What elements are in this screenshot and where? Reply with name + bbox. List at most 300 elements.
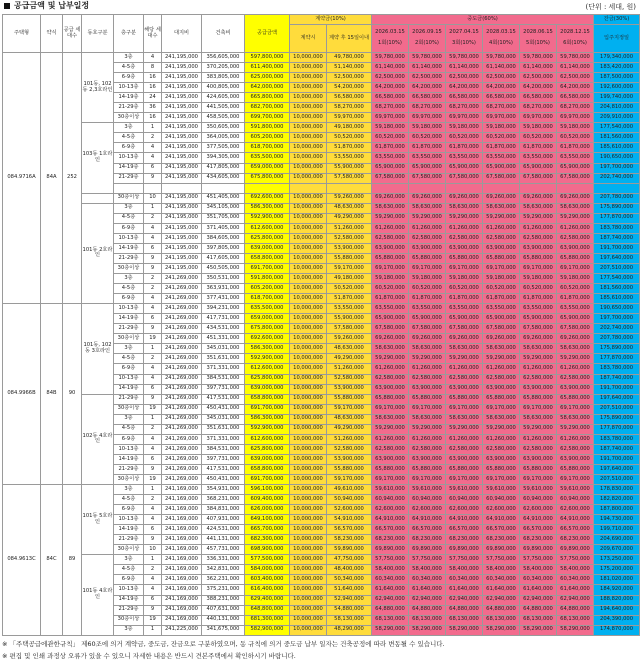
table-cell: 241,195,000	[162, 123, 202, 133]
table-cell: 59,290,000	[372, 424, 409, 434]
table-cell: 10,000,000	[290, 133, 327, 143]
table-cell: 10,000,000	[290, 505, 327, 515]
table-cell: 190,650,000	[594, 304, 640, 314]
table-cell: 63,550,000	[520, 304, 557, 314]
table-cell: 618,700,000	[245, 143, 290, 153]
table-cell: 60,520,000	[409, 284, 446, 294]
table-cell: 19	[144, 404, 162, 414]
table-cell: 10,000,000	[290, 555, 327, 565]
table-cell: 177,540,000	[594, 274, 640, 284]
table-cell: 59,170,000	[327, 404, 372, 414]
table-cell: 188,820,000	[594, 595, 640, 605]
table-cell: 62,600,000	[520, 505, 557, 515]
table-cell: 241,169,000	[162, 545, 202, 555]
table-cell: 10,000,000	[290, 63, 327, 73]
table-cell: 67,580,000	[372, 324, 409, 334]
table-cell: 190,650,000	[594, 153, 640, 163]
table-cell: 187,740,000	[594, 233, 640, 243]
table-cell: 625,800,000	[245, 233, 290, 243]
table-cell: 63,900,000	[446, 454, 483, 464]
table-cell: 65,880,000	[409, 464, 446, 474]
table-cell: 62,580,000	[557, 374, 594, 384]
table-cell: 605,200,000	[245, 133, 290, 143]
table-cell: 2	[144, 495, 162, 505]
table-cell: 69,170,000	[557, 263, 594, 273]
table-cell: 4	[144, 153, 162, 163]
col-header-mid-installment: 2028.03.15 4회(10%)	[483, 25, 520, 53]
table-cell: 63,550,000	[446, 153, 483, 163]
table-cell: 50,340,000	[327, 575, 372, 585]
table-cell: 10,000,000	[290, 595, 327, 605]
table-cell: 64,880,000	[446, 605, 483, 615]
table-cell: 58,630,000	[483, 414, 520, 424]
table-cell: 1	[144, 203, 162, 213]
table-cell: 61,870,000	[557, 143, 594, 153]
table-cell: 68,230,000	[409, 535, 446, 545]
table-cell: 3층	[114, 123, 144, 133]
table-cell: 53,900,000	[327, 384, 372, 394]
table-cell: 61,640,000	[483, 585, 520, 595]
table-cell: 10,000,000	[290, 314, 327, 324]
table-cell: 241,269,000	[162, 374, 202, 384]
table-cell: 58,630,000	[372, 344, 409, 354]
table-cell: 69,170,000	[446, 474, 483, 484]
table-cell: 63,550,000	[557, 153, 594, 163]
table-cell: 1	[144, 625, 162, 635]
table-cell: 616,400,000	[245, 585, 290, 595]
table-cell: 241,195,000	[162, 233, 202, 243]
table-cell: 63,900,000	[372, 454, 409, 464]
table-cell: 10-13층	[114, 374, 144, 384]
table-cell: 691,700,000	[245, 404, 290, 414]
table-cell: 66,580,000	[446, 93, 483, 103]
table-cell: 63,900,000	[372, 384, 409, 394]
table-cell: 30층이상	[114, 545, 144, 555]
table-cell: 629,400,000	[245, 595, 290, 605]
table-cell: 10,000,000	[290, 364, 327, 374]
table-cell: 61,870,000	[372, 294, 409, 304]
table-cell: 61,260,000	[409, 223, 446, 233]
table-cell: 10,000,000	[290, 253, 327, 263]
table-cell: 6	[144, 314, 162, 324]
table-cell: 10,000,000	[290, 525, 327, 535]
table-cell: 59,780,000	[520, 53, 557, 63]
table-cell: 177,870,000	[594, 213, 640, 223]
table-cell: 64,880,000	[483, 605, 520, 615]
table-cell: 51,260,000	[327, 364, 372, 374]
table-cell: 69,170,000	[520, 474, 557, 484]
table-cell: 181,560,000	[594, 284, 640, 294]
table-cell: 10,000,000	[290, 535, 327, 545]
table-cell: 61,260,000	[520, 364, 557, 374]
table-cell: 241,195,000	[162, 243, 202, 253]
table-cell: 192,600,000	[594, 83, 640, 93]
table-cell: 57,750,000	[520, 555, 557, 565]
table-cell: 183,420,000	[594, 63, 640, 73]
table-cell: 67,580,000	[557, 173, 594, 183]
table-cell: 21-29층	[114, 535, 144, 545]
table-cell: 241,269,000	[162, 434, 202, 444]
col-header-mid-installment: 2026.03.15 1회(10%)	[372, 25, 409, 53]
table-cell: 62,580,000	[520, 444, 557, 454]
table-cell: 65,880,000	[446, 394, 483, 404]
col-header-contract-sub1: 계약시	[290, 25, 327, 53]
table-cell: 59,970,000	[327, 113, 372, 123]
table-cell: 58,290,000	[372, 625, 409, 635]
table-cell: 57,750,000	[446, 555, 483, 565]
table-cell: 69,260,000	[372, 334, 409, 344]
table-cell: 6-9층	[114, 505, 144, 515]
table-cell: 62,600,000	[483, 505, 520, 515]
table-cell: 2	[144, 284, 162, 294]
table-cell: 577,500,000	[245, 555, 290, 565]
table-cell: 417,731,000	[202, 314, 245, 324]
table-cell: 625,800,000	[245, 444, 290, 454]
table-cell: 61,140,000	[520, 63, 557, 73]
table-cell: 6	[144, 243, 162, 253]
table-cell: 178,830,000	[594, 485, 640, 495]
group-supply-units-cell: 252	[63, 53, 82, 304]
table-cell: 58,630,000	[446, 203, 483, 213]
col-header-type: 주택형	[3, 15, 41, 53]
table-cell: 56,570,000	[327, 525, 372, 535]
group-type-cell: 084.9613C	[3, 485, 41, 636]
table-cell: 6	[144, 525, 162, 535]
table-cell: 65,880,000	[557, 253, 594, 263]
table-cell: 48,290,000	[327, 625, 372, 635]
table-cell: 191,700,000	[594, 454, 640, 464]
table-cell: 665,700,000	[245, 525, 290, 535]
col-header-building: 건축비	[202, 15, 245, 53]
table-cell: 10,000,000	[290, 304, 327, 314]
table-cell: 62,600,000	[409, 505, 446, 515]
table-cell: 60,520,000	[520, 133, 557, 143]
col-header-dong: 동호구분	[82, 15, 114, 53]
table-cell: 241,195,000	[162, 263, 202, 273]
table-cell: 61,870,000	[409, 294, 446, 304]
table-cell: 354,931,000	[202, 485, 245, 495]
table-cell: 69,970,000	[520, 113, 557, 123]
table-cell: 194,640,000	[594, 605, 640, 615]
table-cell: 9	[144, 263, 162, 273]
table-cell: 68,270,000	[409, 103, 446, 113]
table-cell: 60,520,000	[483, 133, 520, 143]
table-cell: 241,195,000	[162, 103, 202, 113]
table-cell: 63,900,000	[557, 454, 594, 464]
table-cell: 59,290,000	[446, 424, 483, 434]
table-cell: 241,195,000	[162, 53, 202, 63]
table-cell: 58,630,000	[446, 344, 483, 354]
table-cell: 62,580,000	[483, 444, 520, 454]
table-cell: 241,195,000	[162, 203, 202, 213]
table-cell: 58,630,000	[483, 203, 520, 213]
table-cell: 61,870,000	[409, 143, 446, 153]
table-cell: 207,510,000	[594, 474, 640, 484]
table-cell: 603,400,000	[245, 575, 290, 585]
table-cell: 69,260,000	[409, 334, 446, 344]
table-cell: 591,800,000	[245, 123, 290, 133]
table-cell: 62,940,000	[446, 595, 483, 605]
table-cell: 63,900,000	[557, 243, 594, 253]
table-cell: 62,600,000	[557, 505, 594, 515]
table-cell: 64,910,000	[372, 515, 409, 525]
table-cell: 14-19층	[114, 243, 144, 253]
table-cell: 61,140,000	[446, 63, 483, 73]
table-cell: 68,130,000	[520, 615, 557, 625]
table-cell: 58,630,000	[520, 203, 557, 213]
table-cell: 3층	[114, 555, 144, 565]
table-cell: 177,870,000	[594, 424, 640, 434]
table-cell: 66,570,000	[409, 525, 446, 535]
table-cell: 4-5층	[114, 213, 144, 223]
table-cell	[327, 183, 372, 193]
table-cell: 61,140,000	[483, 63, 520, 73]
table-cell: 204,690,000	[594, 535, 640, 545]
table-cell: 65,880,000	[409, 253, 446, 263]
table-cell: 62,500,000	[446, 73, 483, 83]
table-cell: 407,931,000	[202, 515, 245, 525]
col-header-units: 해당 세대수	[144, 15, 162, 53]
table-cell: 371,405,000	[202, 223, 245, 233]
table-cell: 69,170,000	[557, 404, 594, 414]
table-cell: 57,750,000	[557, 555, 594, 565]
table-cell: 2	[144, 565, 162, 575]
dong-group-cell: 102동 4호라인	[82, 394, 114, 484]
table-cell: 692,600,000	[245, 193, 290, 203]
table-cell: 14-19층	[114, 163, 144, 173]
table-cell: 394,305,000	[202, 153, 245, 163]
table-row	[3, 304, 640, 314]
table-cell: 612,600,000	[245, 364, 290, 374]
table-cell: 10-13층	[114, 233, 144, 243]
table-cell: 241,269,000	[162, 354, 202, 364]
table-cell: 241,195,000	[162, 73, 202, 83]
table-cell: 6	[144, 595, 162, 605]
table-cell: 8	[144, 63, 162, 73]
table-cell: 10,000,000	[290, 545, 327, 555]
table-cell: 67,580,000	[520, 173, 557, 183]
table-cell: 48,630,000	[327, 203, 372, 213]
table-cell: 699,700,000	[245, 113, 290, 123]
table-cell: 62,500,000	[520, 73, 557, 83]
table-cell: 69,170,000	[520, 404, 557, 414]
table-cell: 9	[144, 535, 162, 545]
table-cell: 10,000,000	[290, 444, 327, 454]
table-cell: 64,200,000	[446, 83, 483, 93]
table-cell: 69,170,000	[372, 263, 409, 273]
table-cell: 681,300,000	[245, 615, 290, 625]
table-cell: 60,520,000	[372, 133, 409, 143]
table-cell: 64,880,000	[372, 605, 409, 615]
table-cell: 59,180,000	[483, 274, 520, 284]
table-cell: 61,260,000	[483, 364, 520, 374]
table-cell: 59,180,000	[483, 123, 520, 133]
table-cell: 3층	[114, 485, 144, 495]
table-cell: 65,900,000	[520, 314, 557, 324]
table-cell: 397,731,000	[202, 384, 245, 394]
table-cell: 62,580,000	[520, 233, 557, 243]
table-cell: 19	[144, 615, 162, 625]
table-cell: 4	[144, 53, 162, 63]
table-cell: 14-19층	[114, 314, 144, 324]
table-cell: 61,640,000	[520, 585, 557, 595]
table-cell: 59,290,000	[557, 354, 594, 364]
table-cell: 177,870,000	[594, 354, 640, 364]
table-cell: 183,780,000	[594, 364, 640, 374]
col-header-supply: 공급금액	[245, 15, 290, 53]
table-row	[3, 193, 640, 203]
col-header-land: 대지비	[162, 15, 202, 53]
table-cell: 62,580,000	[409, 444, 446, 454]
table-cell: 362,231,000	[202, 575, 245, 585]
table-cell: 67,580,000	[483, 324, 520, 334]
table-cell: 59,180,000	[557, 274, 594, 284]
footnote: ※ 「주택공급에관한규칙」 제60조에 의거 계약금, 중도금, 잔금으로 구분하였으며, 동 규칙에 의거 중도금 납부 일자는 건축공정에 따라 변동될 수 있습니다.	[2, 640, 445, 648]
table-cell: 67,580,000	[409, 173, 446, 183]
dong-group-cell: 103동 1호라인	[82, 123, 114, 193]
table-cell: 65,900,000	[557, 163, 594, 173]
table-cell: 4	[144, 434, 162, 444]
table-cell: 241,169,000	[162, 595, 202, 605]
table-cell: 197,640,000	[594, 253, 640, 263]
table-cell: 62,940,000	[520, 595, 557, 605]
table-cell: 62,580,000	[446, 444, 483, 454]
table-cell: 60,940,000	[483, 495, 520, 505]
table-cell: 10,000,000	[290, 143, 327, 153]
table-cell: 60,940,000	[372, 495, 409, 505]
table-cell: 65,880,000	[483, 253, 520, 263]
table-cell: 60,520,000	[409, 133, 446, 143]
table-cell: 207,780,000	[594, 193, 640, 203]
table-cell: 59,780,000	[483, 53, 520, 63]
table-cell: 61,260,000	[483, 223, 520, 233]
table-cell: 60,520,000	[557, 133, 594, 143]
table-cell: 10,000,000	[290, 575, 327, 585]
table-cell: 58,270,000	[327, 103, 372, 113]
table-cell: 58,630,000	[372, 414, 409, 424]
table-cell: 691,700,000	[245, 474, 290, 484]
table-cell: 417,605,000	[202, 253, 245, 263]
table-cell: 691,700,000	[245, 263, 290, 273]
table-cell: 63,900,000	[446, 384, 483, 394]
table-cell: 4	[144, 505, 162, 515]
table-cell: 345,031,000	[202, 414, 245, 424]
table-cell: 184,920,000	[594, 585, 640, 595]
table-cell: 183,780,000	[594, 223, 640, 233]
table-cell: 10,000,000	[290, 53, 327, 63]
table-cell: 58,400,000	[446, 565, 483, 575]
table-cell: 61,640,000	[409, 585, 446, 595]
table-cell: 241,269,000	[162, 394, 202, 404]
table-cell: 60,340,000	[409, 575, 446, 585]
table-cell: 62,580,000	[372, 374, 409, 384]
table-cell: 417,531,000	[202, 394, 245, 404]
table-cell: 241,195,000	[162, 133, 202, 143]
table-cell: 457,731,000	[202, 545, 245, 555]
table-cell: 65,900,000	[520, 163, 557, 173]
table-cell: 58,290,000	[557, 625, 594, 635]
table-cell: 241,269,000	[162, 274, 202, 284]
table-cell: 58,130,000	[327, 615, 372, 625]
table-cell: 65,900,000	[483, 314, 520, 324]
table-cell: 241,225,000	[162, 625, 202, 635]
table-cell: 10,000,000	[290, 434, 327, 444]
table-cell: 66,570,000	[446, 525, 483, 535]
table-cell: 10	[144, 193, 162, 203]
table-cell: 458,505,000	[202, 113, 245, 123]
table-cell: 350,531,000	[202, 274, 245, 284]
table-cell: 2	[144, 424, 162, 434]
table-cell: 665,800,000	[245, 93, 290, 103]
table-cell: 69,170,000	[446, 404, 483, 414]
group-abbr-cell: 84B	[41, 304, 63, 485]
table-cell: 68,130,000	[446, 615, 483, 625]
table-cell: 67,580,000	[446, 324, 483, 334]
table-cell: 10,000,000	[290, 93, 327, 103]
table-cell: 63,550,000	[483, 304, 520, 314]
table-cell: 596,100,000	[245, 485, 290, 495]
table-cell: 59,170,000	[327, 263, 372, 273]
table-cell: 682,700,000	[245, 103, 290, 113]
table-cell: 9	[144, 324, 162, 334]
table-cell: 63,550,000	[446, 304, 483, 314]
table-cell: 61,260,000	[446, 223, 483, 233]
table-cell: 241,169,000	[162, 495, 202, 505]
table-cell: 62,500,000	[372, 73, 409, 83]
table-cell	[245, 183, 290, 193]
table-cell: 649,100,000	[245, 515, 290, 525]
table-cell	[114, 183, 144, 193]
table-cell: 175,890,000	[594, 414, 640, 424]
table-cell: 60,520,000	[483, 284, 520, 294]
table-cell: 241,169,000	[162, 485, 202, 495]
table-cell: 209,670,000	[594, 545, 640, 555]
table-cell: 175,890,000	[594, 344, 640, 354]
table-cell: 336,331,000	[202, 555, 245, 565]
table-cell: 4	[144, 294, 162, 304]
table-cell: 4-5층	[114, 495, 144, 505]
table-cell: 66,580,000	[557, 93, 594, 103]
table-cell: 19	[144, 334, 162, 344]
table-cell: 417,531,000	[202, 464, 245, 474]
table-cell: 586,300,000	[245, 414, 290, 424]
table-cell: 10-13층	[114, 83, 144, 93]
table-cell: 21-29층	[114, 464, 144, 474]
table-cell: 241,195,000	[162, 83, 202, 93]
table-cell: 60,520,000	[520, 284, 557, 294]
table-cell	[290, 183, 327, 193]
table-cell: 51,870,000	[327, 294, 372, 304]
table-cell: 185,610,000	[594, 294, 640, 304]
table-cell: 59,180,000	[557, 123, 594, 133]
table-cell: 60,940,000	[520, 495, 557, 505]
table-cell: 64,910,000	[409, 515, 446, 525]
table-cell: 65,880,000	[409, 394, 446, 404]
table-cell: 69,890,000	[409, 545, 446, 555]
table-cell: 199,740,000	[594, 93, 640, 103]
table-cell: 59,290,000	[483, 213, 520, 223]
table-cell: 61,870,000	[483, 294, 520, 304]
table-cell: 4	[144, 575, 162, 585]
table-row	[3, 203, 640, 213]
col-header-contract: 계약금(10%)	[290, 15, 372, 25]
table-cell: 59,180,000	[409, 123, 446, 133]
dong-group-cell: 101동 5호라인	[82, 485, 114, 555]
table-cell: 63,900,000	[557, 384, 594, 394]
col-header-abbr: 약식	[41, 15, 63, 53]
table-cell: 241,195,000	[162, 213, 202, 223]
table-cell: 14-19층	[114, 384, 144, 394]
